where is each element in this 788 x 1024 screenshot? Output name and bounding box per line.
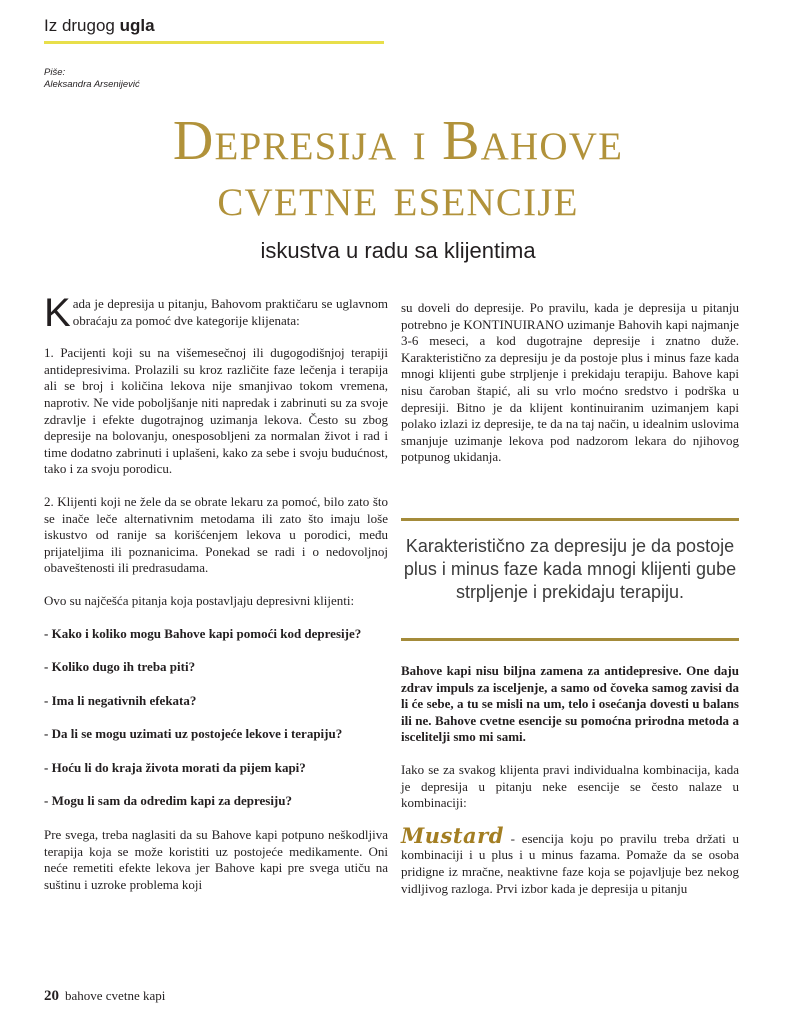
article-subtitle: iskustva u radu sa klijentima (260, 238, 536, 263)
question-item: - Da li se mogu uzimati uz postojeće lekove i terapiju? (44, 726, 343, 742)
pullquote: Karakteristično za depresiju je da postoje plus i minus faze kada mnogi klijenti gube strpljenje i prekidaju terapiju. (403, 536, 737, 602)
intro-text: ada je depresija u pitanju, Bahovom praktičaru se uglavnom obraćaju za pomoć dve kategorije klijenata: (72, 296, 388, 328)
byline (44, 67, 140, 91)
section-label-plain: Iz drugog (44, 16, 120, 35)
paragraph-mustard (401, 822, 739, 897)
question-item: - Hoću li do kraja života morati da pijem kapi? (44, 759, 306, 775)
section-header (44, 16, 155, 36)
right-column-top (401, 300, 739, 482)
header-rule (44, 41, 384, 44)
paragraph-questions-intro: Ovo su najčešća pitanja koja postavljaju depresivni klijenti: (44, 592, 355, 608)
byline-author: Aleksandra Arsenijević (44, 79, 140, 90)
question-item: - Koliko dugo ih treba piti? (44, 659, 196, 675)
page-footer (44, 988, 165, 1005)
article-title-line-2: cvetne esencije (217, 166, 579, 228)
right-column-bottom (401, 663, 739, 913)
paragraph-category-1: 1. Pacijenti koji su na višemesečnoj ili dugogodišnjoj terapiji antidepresivima. Prolazili su kroz različite faze lečenja i terapija ali se broj i količina lekova nije smanjivao tokom vremena, naprotiv. Ne vide poboljšanje niti napredak i zabrinuti su za svoje zdravlje i efekte dugotrajnog uzimanja lekova. Često su zbog depresije na bolovanju, onesposobljeni za normalan život i rad i time dodatno zabrinuti i uplašeni, kako za sebe i svoju budućnost, tako i za svoju porodicu. (44, 345, 388, 477)
pullquote-rule-top (401, 518, 739, 521)
page-number: 20 (44, 988, 59, 1004)
byline-label: Piše: (44, 67, 66, 78)
mustard-description: - esencija koju po pravilu treba držati u kombinaciji i u plus i u minus fazama. Pomaže da se osoba pridigne iz mračne, neaktivne faze koja se pojavljuje bez nekog vidljivog razloga. Prvi izbor kada je depresija u pitanju (401, 830, 739, 896)
drop-cap: K (44, 291, 71, 335)
paragraph-answer: Pre svega, treba naglasiti da su Bahove kapi potpuno neškodljiva terapija koja se može koristiti uz postojeće medikamente. Oni neće remetiti efekte lekova jer Bahove kapi pre svega utiču na suštinu i uzroke problema koji (44, 827, 388, 892)
paragraph-category-2: 2. Klijenti koji ne žele da se obrate lekaru za pomoć, bilo zato što se inače leče alternativnim metodama ili zato što imaju loše iskustvo od ranije sa korišćenjem lekova u porodici, među prijateljima ili poznanicima. Ponekad se radi i o nedovoljnoj obaveštenosti ili predrasudama. (44, 493, 388, 576)
question-item: - Ima li negativnih efekata? (44, 692, 197, 708)
mustard-heading: Mustard (401, 822, 504, 848)
question-item: - Kako i koliko mogu Bahove kapi pomoći kod depresije? (44, 625, 362, 641)
intro-paragraph (44, 291, 388, 335)
paragraph-bold-note: Bahove kapi nisu biljna zamena za antidepresive. One daju zdrav impuls za isceljenje, a samo od čoveka samog zavisi da li će sebe, a tu se misli na um, telo i osećanja dovesti u balans ili ne. Bahove cvetne esencije su pomoćna prirodna metoda a iscelitelji smo mi sami. (401, 663, 739, 745)
magazine-name: bahove cvetne kapi (65, 988, 166, 1003)
question-item: - Mogu li sam da odredim kapi za depresiju? (44, 793, 292, 809)
left-column (44, 291, 388, 909)
article-title-line-1: Depresija i Bahove (172, 110, 624, 172)
section-label-bold: ugla (119, 16, 155, 35)
paragraph-continuation: su doveli do depresije. Po pravilu, kada je depresija u pitanju potrebno je KONTINUIRANO uzimanje Bahovih kapi najmanje 3-6 meseci, a kod dugotrajne depresije i znatno duže. Karakteristično za depresiju je da postoje plus i minus faze kada mnogi klijenti gube strpljenje i prekidaju terapiju. Bahove kapi nisu čaroban štapić, ali su vrlo moćno sredstvo i podrška u depresiji. Bitno je da klijent kontinuiranim uzimanjem kapi polako izlazi iz depresije, te da na taj način, u idealnim uslovima smanjuje uzimanje lekova pod nadzorom lekara do njihovog potpunog ukidanja. (401, 300, 739, 465)
pullquote-rule-bottom (401, 638, 739, 641)
paragraph-combination-intro: Iako se za svakog klijenta pravi individualna kombinacija, kada je depresija u pitanju neke esencije se često nalaze u kombinaciji: (401, 761, 739, 811)
